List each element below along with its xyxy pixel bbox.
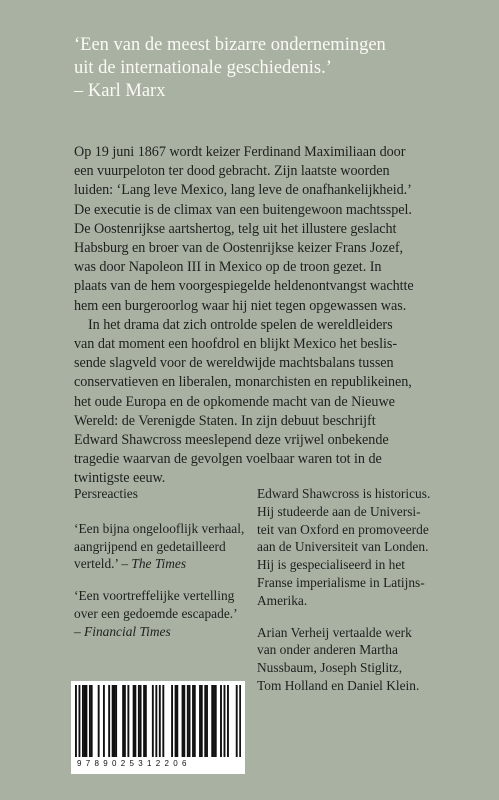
barcode-bar bbox=[239, 685, 241, 757]
barcode-bar bbox=[206, 685, 208, 757]
barcode-bar bbox=[182, 685, 184, 757]
barcode-bar bbox=[204, 685, 206, 757]
translator-line: Arian Verheij vertaalde werk bbox=[257, 624, 412, 640]
barcode-bar bbox=[115, 685, 117, 757]
barcode-bar bbox=[84, 685, 86, 757]
review-line: ‘Een voortreffelijke vertelling bbox=[74, 588, 235, 604]
barcode-bar bbox=[211, 685, 213, 757]
review-line: ‘Een bijna ongelooflijk verhaal, bbox=[74, 520, 245, 536]
barcode-bar bbox=[213, 685, 215, 757]
text-line: hem een burgeroorlog waar hij niet tegen opgewassen was. bbox=[74, 297, 407, 314]
barcode-bar bbox=[138, 685, 140, 757]
barcode-bar bbox=[224, 685, 226, 757]
barcode-bar bbox=[183, 685, 185, 757]
barcode-bar bbox=[113, 685, 115, 757]
review-financial-times bbox=[74, 587, 249, 640]
barcode-bar bbox=[108, 685, 110, 757]
translator-note bbox=[257, 624, 462, 695]
barcode-bar bbox=[75, 685, 77, 757]
barcode-bar bbox=[78, 685, 80, 757]
text-line: conservatieven en liberalen, monarchisten en republikeinen, bbox=[74, 374, 412, 391]
barcode-bar bbox=[127, 685, 129, 757]
barcode-bar bbox=[194, 685, 196, 757]
text-line: tragedie waarvan de gevolgen voelbaar waren tot in de bbox=[74, 451, 382, 468]
text-line: De executie is de climax van een buitengewoon machtsspel. bbox=[74, 201, 412, 218]
barcode-bar bbox=[155, 685, 157, 757]
barcode-bar bbox=[140, 685, 142, 757]
barcode-bar bbox=[145, 685, 147, 757]
review-line bbox=[74, 623, 249, 641]
barcode-bar bbox=[82, 685, 84, 757]
barcode-bar bbox=[98, 685, 100, 757]
review-times bbox=[74, 520, 249, 573]
barcode-bar bbox=[187, 685, 189, 757]
barcode-bar bbox=[227, 685, 229, 757]
quote-line: uit de internationale geschiedenis.’ bbox=[74, 58, 332, 78]
text-line: In het drama dat zich ontrolde spelen de wereldleiders bbox=[88, 316, 393, 333]
blurb-paragraph-2 bbox=[74, 316, 479, 489]
bio-line: teit van Oxford en promoveerde bbox=[257, 521, 429, 537]
barcode-bar bbox=[143, 685, 145, 757]
text-line: twintigste eeuw. bbox=[74, 470, 166, 487]
author-info bbox=[257, 485, 462, 695]
bio-line: Franse imperialisme in Latijns- bbox=[257, 574, 425, 590]
barcode-bar bbox=[192, 685, 194, 757]
bio-line: Hij studeerde aan de Universi- bbox=[257, 503, 421, 519]
barcode-bar bbox=[85, 685, 87, 757]
review-line: over een gedoemde escapade.’ bbox=[74, 605, 238, 621]
text-line: Edward Shawcross meeslepend deze vrijwel onbekende bbox=[74, 432, 389, 449]
review-text: verteld.’ – bbox=[74, 556, 132, 572]
barcode-bar bbox=[162, 685, 164, 757]
review-text: – bbox=[74, 623, 85, 639]
translator-line: van onder anderen Martha bbox=[257, 642, 398, 658]
barcode-bar bbox=[175, 685, 177, 757]
translator-line: Nussbaum, Joseph Stiglitz, bbox=[257, 660, 403, 676]
text-line: Op 19 juni 1867 wordt keizer Ferdinand Maximiliaan door bbox=[74, 144, 406, 160]
epigraph-quote bbox=[74, 34, 454, 103]
text-line: was door Napoleon III in Mexico op de troon gezet. In bbox=[74, 259, 382, 276]
bio-line: aan de Universiteit van Londen. bbox=[257, 539, 429, 555]
review-line: aangrijpend en gedetailleerd bbox=[74, 538, 226, 554]
barcode-digits: 9789025312206 bbox=[77, 759, 191, 768]
press-reviews bbox=[74, 485, 249, 641]
text-line: het oude Europa en de opkomende macht van de Nieuwe bbox=[74, 393, 395, 410]
author-bio bbox=[257, 485, 462, 610]
barcode-bar bbox=[159, 685, 161, 757]
quote-line: ‘Een van de meest bizarre ondernemingen bbox=[74, 35, 386, 55]
text-line: van dat moment een hoofdrol en blijkt Mexico het beslis- bbox=[74, 336, 398, 353]
text-line: De Oostenrijkse aartshertog, telg uit het illustere geslacht bbox=[74, 220, 397, 237]
text-line: Wereld: de Verenigde Staten. In zijn debuut beschrijft bbox=[74, 412, 376, 429]
barcode-bar bbox=[176, 685, 178, 757]
review-source: Financial Times bbox=[84, 623, 171, 639]
blurb-paragraph-1 bbox=[74, 143, 479, 316]
text-line: luiden: ‘Lang leve Mexico, lang leve de onafhankelijkheid.’ bbox=[74, 182, 412, 199]
bio-line: Edward Shawcross is historicus. bbox=[257, 486, 431, 501]
barcode-bar bbox=[236, 685, 238, 757]
barcode-bar bbox=[189, 685, 191, 757]
isbn-barcode bbox=[71, 681, 245, 774]
barcode-bar bbox=[124, 685, 126, 757]
review-line bbox=[74, 555, 249, 573]
barcode-bar bbox=[122, 685, 124, 757]
barcode-bar bbox=[112, 685, 114, 757]
quote-attribution: – Karl Marx bbox=[74, 81, 166, 101]
barcode-bar bbox=[152, 685, 154, 757]
blurb-text bbox=[74, 143, 479, 489]
barcode-bar bbox=[134, 685, 136, 757]
press-heading: Persreacties bbox=[74, 486, 138, 501]
text-line: Habsburg en broer van de Oostenrijkse keizer Frans Jozef, bbox=[74, 240, 404, 257]
barcode-bar bbox=[89, 685, 91, 757]
barcode-bar bbox=[133, 685, 135, 757]
bio-line: Amerika. bbox=[257, 592, 308, 608]
barcode-bar bbox=[91, 685, 93, 757]
barcode-bar bbox=[215, 685, 217, 757]
translator-line: Tom Holland en Daniel Klein. bbox=[257, 677, 420, 693]
text-line: een vuurpeloton ter dood gebracht. Zijn laatste woorden bbox=[74, 163, 390, 180]
barcode-bar bbox=[201, 685, 203, 757]
review-source: The Times bbox=[131, 556, 187, 572]
text-line: plaats van de hem voorgespiegelde heldenontvangst wachtte bbox=[74, 278, 414, 295]
barcode-bar bbox=[220, 685, 222, 757]
bio-line: Hij is gespecialiseerd in het bbox=[257, 557, 405, 573]
barcode-bar bbox=[103, 685, 105, 757]
text-line: sende slagveld voor de wereldwijde machtsbalans tussen bbox=[74, 355, 394, 372]
barcode-bar bbox=[199, 685, 201, 757]
barcode-bar bbox=[171, 685, 173, 757]
barcode-bars bbox=[75, 685, 241, 759]
